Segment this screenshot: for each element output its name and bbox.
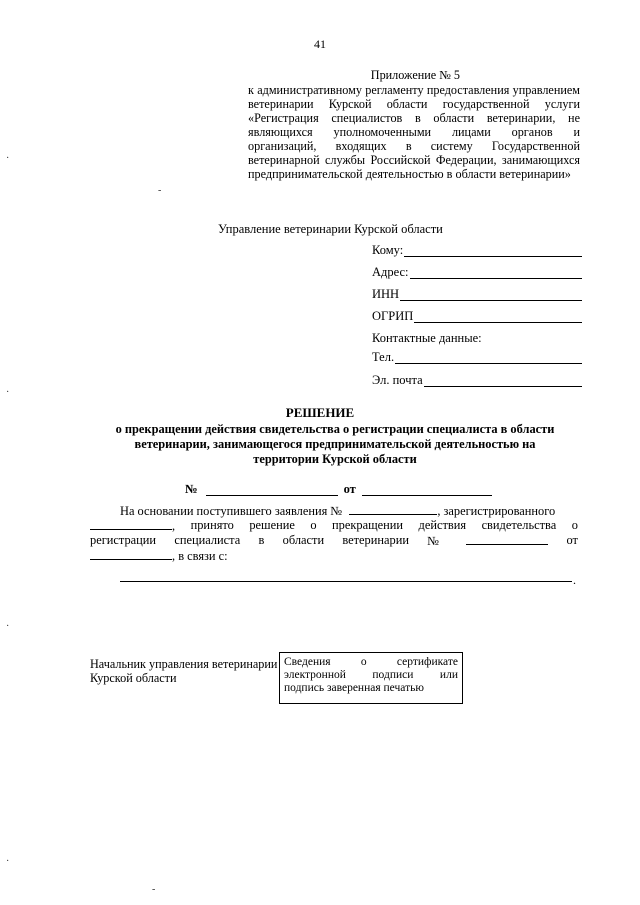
body-word: в: [258, 533, 265, 547]
reason-line-end: .: [573, 573, 576, 587]
recipient-ogrip-line: [414, 310, 582, 323]
recipient-to-line: [404, 244, 582, 257]
recipient-contacts-row: [372, 331, 582, 345]
cert-word: электронной: [284, 669, 346, 681]
recipient-phone-label: Тел.: [372, 350, 395, 364]
scan-mark: ·: [6, 856, 10, 867]
body-word: от: [566, 533, 578, 547]
recipient-ogrip-label: ОГРИП: [372, 309, 414, 323]
body-word: специалиста: [174, 533, 241, 547]
certificate-number-field: [466, 533, 548, 545]
cert-word: подписи: [372, 669, 414, 681]
body-line-4: [90, 548, 578, 563]
decision-title: РЕШЕНИЕ: [285, 405, 355, 420]
recipient-phone-row: [372, 350, 582, 364]
body-line-3: [90, 533, 578, 548]
body-word: регистрации: [90, 533, 157, 547]
body-word: свидетельства: [481, 518, 557, 532]
body-line-1: [90, 503, 578, 518]
body-word: о: [310, 518, 317, 532]
application-number-field: [349, 503, 437, 515]
recipient-to-row: [372, 243, 582, 257]
body-word: принято: [190, 518, 234, 532]
scan-mark: ·: [6, 387, 10, 398]
body-line-2: [90, 518, 578, 533]
appendix-block: [248, 68, 580, 181]
recipient-contacts-label: Контактные данные:: [372, 331, 482, 345]
recipient-address-row: [372, 265, 582, 279]
body-text: , зарегистрированного: [437, 504, 556, 518]
body-word: решение: [249, 518, 295, 532]
body-word: прекращении: [332, 518, 404, 532]
decision-number-label: №: [185, 482, 198, 496]
certificate-date-field: [90, 548, 172, 560]
decision-number-line: [185, 482, 492, 496]
decision-subtitle: о прекращении действия свидетельства о регистрации специалиста в области ветеринарии, занимающегося предпринимательской деятельностью на территории Курской области: [115, 422, 555, 466]
recipient-to-label: Кому:: [372, 243, 404, 257]
decision-body: [90, 503, 578, 563]
issuer-name: Управление ветеринарии Курской области: [218, 222, 443, 236]
decision-date-field: [362, 483, 492, 496]
recipient-inn-row: [372, 287, 582, 301]
cert-line-1: [284, 656, 458, 669]
cert-line-2: [284, 669, 458, 682]
recipient-phone-line: [395, 351, 582, 364]
cert-word: сертификате: [396, 656, 458, 668]
registration-date-field: [90, 518, 172, 530]
signer-title: Начальник управления ветеринарии Курской области: [90, 657, 278, 685]
body-text: ,: [172, 519, 176, 533]
page-number: 41: [314, 37, 326, 51]
appendix-text: к административному регламенту предоставления управлением ветеринарии Курской области государственной услуги «Регистрация специалистов в области ветеринарии, не являющихся уполномоченными лицами органов и организаций, входящих в систему Государственной ветеринарной службы Российской Федерации, занимающихся предпринимательской деятельностью в области ветеринарии»: [248, 83, 580, 181]
recipient-email-line: [424, 374, 582, 387]
body-word: №: [427, 534, 440, 548]
recipient-address-line: [410, 266, 582, 279]
signature-certificate-box: [279, 652, 463, 704]
scan-mark: ·: [6, 153, 10, 164]
cert-word: о: [360, 656, 367, 668]
body-word: области: [282, 533, 325, 547]
recipient-inn-label: ИНН: [372, 287, 400, 301]
appendix-title: Приложение № 5: [370, 68, 460, 82]
body-text: , в связи с:: [172, 549, 228, 563]
body-word: действия: [418, 518, 467, 532]
decision-number-field: [206, 483, 338, 496]
recipient-email-label: Эл. почта: [372, 373, 423, 387]
scan-mark: ·: [6, 621, 10, 632]
scan-mark: -: [158, 185, 162, 196]
recipient-email-row: [372, 373, 582, 387]
scan-mark: -: [152, 884, 156, 895]
body-word: о: [571, 518, 578, 532]
recipient-inn-line: [400, 288, 582, 301]
cert-word: Сведения: [284, 656, 331, 668]
reason-line: [120, 581, 572, 582]
recipient-ogrip-row: [372, 309, 582, 323]
cert-line-3: подпись заверенная печатью: [284, 682, 424, 694]
decision-date-label: от: [343, 482, 356, 496]
body-text: На основании поступившего заявления №: [120, 504, 343, 518]
cert-word: или: [439, 669, 458, 681]
body-word: ветеринарии: [342, 533, 409, 547]
recipient-address-label: Адрес:: [372, 265, 409, 279]
